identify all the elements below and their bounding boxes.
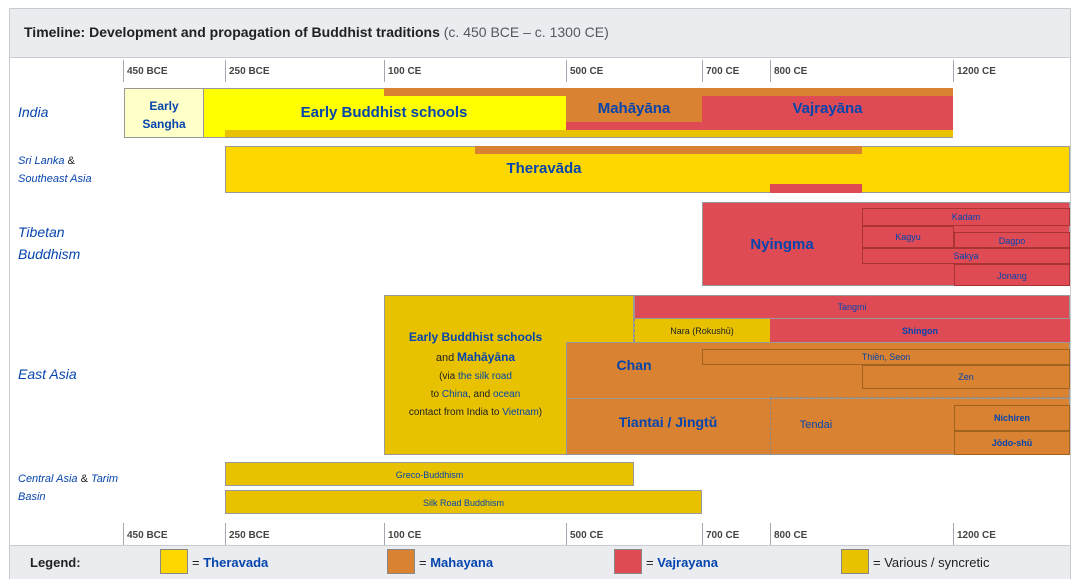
link-china[interactable]: China	[441, 389, 468, 400]
ampersand: &	[80, 473, 88, 485]
tick-label: 100 CE	[388, 66, 422, 77]
link-ocean[interactable]: ocean	[493, 389, 521, 400]
region-tibetan-buddhism[interactable]	[18, 221, 80, 265]
tick-line-1200ce	[953, 60, 954, 82]
text-and-comma: , and	[467, 389, 491, 400]
tick-line-250bce-bottom	[225, 523, 226, 545]
tick-label: 450 BCE	[127, 66, 168, 77]
page-title: Timeline: Development and propagation of Buddhist traditions (c. 450 BCE – c. 1300 CE)	[24, 24, 609, 40]
link-southeast-asia[interactable]: Southeast Asia	[18, 173, 92, 185]
tick-line-800ce-bottom	[770, 523, 771, 545]
link-sri-lanka[interactable]: Sri Lanka	[18, 155, 65, 167]
legend-link-theravada[interactable]: Theravada	[203, 555, 269, 570]
link-tarim-basin[interactable]: Tarim	[90, 473, 119, 485]
label-tendai[interactable]: Tendai	[799, 419, 833, 431]
legend-link-vajrayana[interactable]: Vajrayana	[657, 555, 718, 570]
label-nichiren[interactable]: Nichiren	[993, 413, 1030, 423]
legend-item-vajrayana: = Vajrayana	[646, 555, 718, 570]
link-central-asia[interactable]: Central Asia	[18, 473, 78, 485]
legend-swatch-mahayana	[387, 549, 415, 574]
tick-label: 700 CE	[706, 530, 740, 541]
label-tangmi[interactable]: Tangmi	[837, 302, 867, 312]
tick-line-450bce	[123, 60, 124, 82]
label-ea-mahayana[interactable]: Mahāyāna	[457, 350, 516, 364]
label-jonang[interactable]: Jonang	[997, 271, 1027, 281]
label-early-buddhist-schools[interactable]: Early Buddhist schools	[300, 104, 468, 121]
region-sri-lanka-southeast-asia	[18, 152, 92, 188]
tick-label: 800 CE	[774, 530, 808, 541]
label-chan[interactable]: Chan	[616, 357, 652, 373]
label-vajrayana-india[interactable]: Vajrayāna	[792, 100, 863, 117]
label-kadam[interactable]: Kadam	[951, 212, 981, 222]
label-jodo-shu[interactable]: Jōdo-shū	[991, 438, 1033, 448]
tick-label: 450 BCE	[127, 530, 168, 541]
bar-vajrayana-thin-india	[566, 122, 702, 130]
label-greco-buddhism[interactable]: Greco-Buddhism	[395, 470, 464, 480]
tick-label: 1200 CE	[957, 66, 996, 77]
link-tarim-basin-line2[interactable]: Basin	[18, 491, 46, 503]
text-via: (via	[439, 371, 456, 382]
label-early-sangha[interactable]: Early Sangha	[142, 99, 186, 131]
text-and: and	[435, 352, 455, 364]
tick-line-500ce-bottom	[566, 523, 567, 545]
label-shingon[interactable]: Shingon	[902, 326, 938, 336]
tick-line-1200ce-bottom	[953, 523, 954, 545]
bar-mahayana-thin-srilanka	[475, 146, 862, 154]
link-silk-road[interactable]: the silk road	[457, 371, 512, 382]
bar-vajrayana-thin-srilanka	[770, 184, 862, 193]
text-close-paren: )	[538, 407, 543, 418]
tick-label: 100 CE	[388, 530, 422, 541]
tick-label: 1200 CE	[957, 530, 996, 541]
legend-link-mahayana[interactable]: Mahayana	[430, 555, 494, 570]
label-mahayana-india[interactable]: Mahāyāna	[597, 100, 671, 117]
region-east-asia[interactable]: East Asia	[18, 366, 77, 382]
legend-item-various: = Various / syncretic	[873, 555, 990, 570]
bar-early-schools-bottom-strip	[225, 130, 953, 137]
tick-line-250bce	[225, 60, 226, 82]
label-thien-seon[interactable]: Thiền, Seon	[861, 352, 911, 362]
title-range: (c. 450 BCE – c. 1300 CE)	[443, 24, 609, 40]
legend-swatch-various	[841, 549, 869, 574]
label-tiantai-jingtu[interactable]: Tiantai / Jìngtǔ	[618, 414, 718, 430]
tick-line-500ce	[566, 60, 567, 82]
tick-line-800ce	[770, 60, 771, 82]
tick-line-700ce-bottom	[702, 523, 703, 545]
label-nara-rokushu[interactable]: Nara (Rokushū)	[670, 326, 734, 336]
region-central-asia-tarim	[18, 470, 118, 506]
link-vietnam[interactable]: Vietnam	[502, 407, 539, 418]
label-nyingma[interactable]: Nyingma	[750, 236, 814, 253]
label-sakya[interactable]: Sakya	[953, 251, 979, 261]
tick-line-100ce-bottom	[384, 523, 385, 545]
east-asia-transmission-note	[385, 328, 566, 422]
tick-label: 250 BCE	[229, 66, 270, 77]
tick-line-700ce	[702, 60, 703, 82]
legend-item-theravada: = Theravada	[192, 555, 269, 570]
legend-title: Legend:	[30, 555, 81, 570]
legend-swatch-theravada	[160, 549, 188, 574]
label-kagyu[interactable]: Kagyu	[895, 232, 921, 242]
text-contact: contact from India to	[408, 407, 500, 418]
legend-swatch-vajrayana	[614, 549, 642, 574]
label-silk-road-buddhism[interactable]: Silk Road Buddhism	[422, 498, 505, 508]
tick-label: 500 CE	[570, 530, 604, 541]
tick-label: 250 BCE	[229, 530, 270, 541]
tick-label: 700 CE	[706, 66, 740, 77]
tick-line-100ce	[384, 60, 385, 82]
label-theravada[interactable]: Theravāda	[506, 160, 582, 177]
label-zen[interactable]: Zen	[958, 372, 974, 382]
tick-label: 500 CE	[570, 66, 604, 77]
region-tibetan-line2: Buddhism	[18, 246, 81, 262]
label-dagpo[interactable]: Dagpo	[998, 236, 1026, 246]
ampersand: &	[67, 155, 75, 167]
label-ea-early-schools[interactable]: Early Buddhist schools	[408, 330, 543, 344]
tick-line-450bce-bottom	[123, 523, 124, 545]
text-to: to	[430, 389, 440, 400]
tick-label: 800 CE	[774, 66, 808, 77]
region-india[interactable]: India	[18, 104, 49, 120]
legend-item-mahayana: = Mahayana	[419, 555, 494, 570]
region-tibetan-line1: Tibetan	[18, 224, 65, 240]
